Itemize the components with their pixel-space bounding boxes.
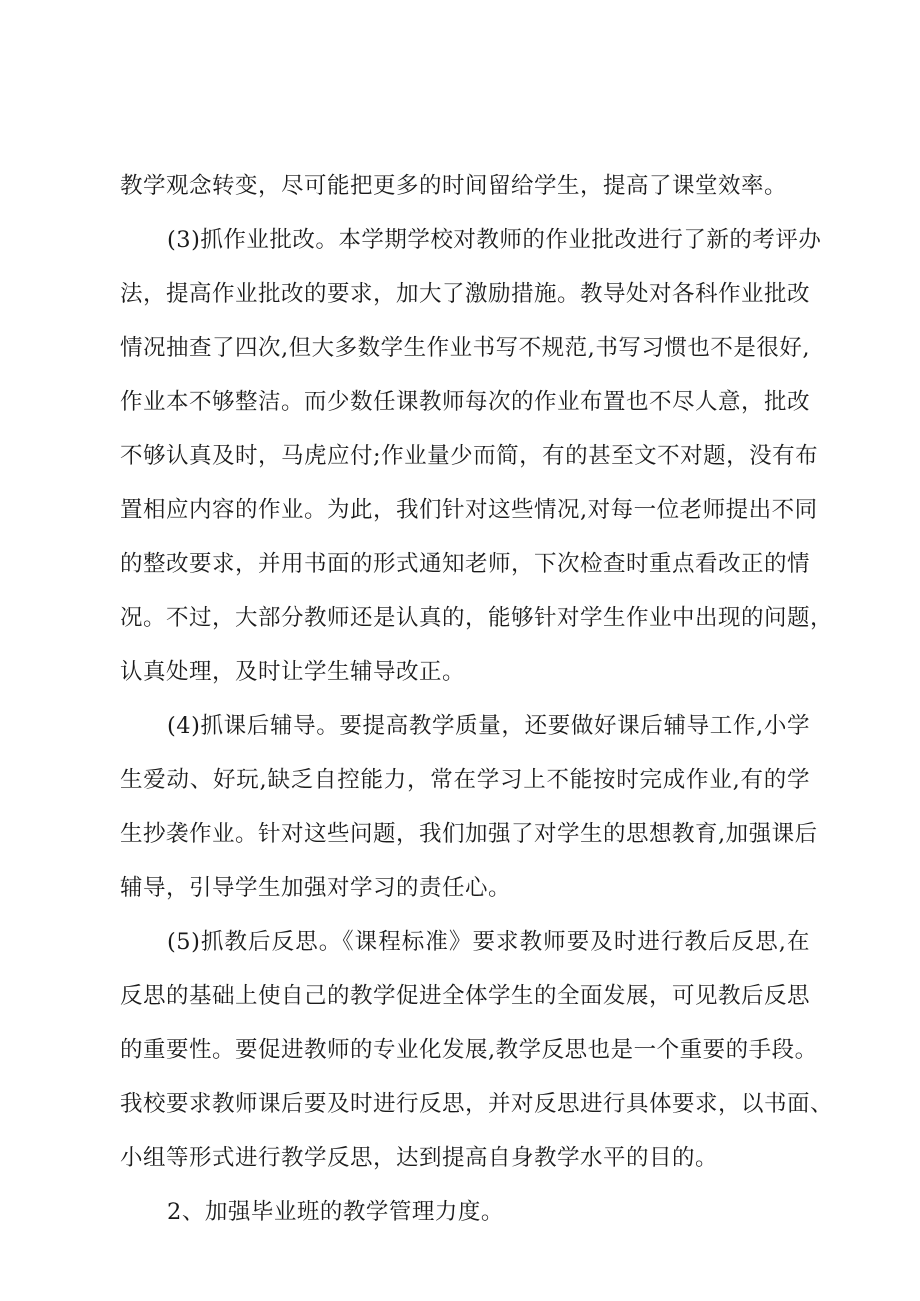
text-line: 不够认真及时，马虎应付;作业量少而简，有的甚至文不对题，没有布 xyxy=(120,443,819,469)
text-line: (4)抓课后辅导。要提高教学质量，还要做好课后辅导工作,小学 xyxy=(167,713,810,739)
text-line: (5)抓教后反思。《课程标准》要求教师要及时进行教后反思,在 xyxy=(167,929,810,955)
text-line: 生爱动、好玩,缺乏自控能力，常在学习上不能按时完成作业,有的学 xyxy=(120,767,810,793)
text-line: 法，提高作业批改的要求，加大了激励措施。教导处对各科作业批改 xyxy=(120,281,811,307)
text-line: 我校要求教师课后要及时进行反思，并对反思进行具体要求，以书面、 xyxy=(120,1091,834,1117)
text-line: 小组等形式进行教学反思，达到提高自身教学水平的目的。 xyxy=(120,1145,719,1171)
text-line: 作业本不够整洁。而少数任课教师每次的作业布置也不尽人意，批改 xyxy=(120,389,811,415)
text-line: (3)抓作业批改。本学期学校对教师的作业批改进行了新的考评办 xyxy=(167,227,822,253)
text-line: 的整改要求，并用书面的形式通知老师，下次检查时重点看改正的情 xyxy=(120,551,811,577)
text-line: 2、加强毕业班的教学管理力度。 xyxy=(167,1199,504,1225)
text-line: 况。不过，大部分教师还是认真的，能够针对学生作业中出现的问题， xyxy=(120,605,834,631)
text-line: 辅导，引导学生加强对学习的责任心。 xyxy=(120,875,512,901)
text-line: 情况抽查了四次,但大多数学生作业书写不规范,书写习惯也不是很好, xyxy=(120,335,810,361)
text-line: 反思的基础上使自己的教学促进全体学生的全面发展，可见教后反思 xyxy=(120,983,811,1009)
text-line: 置相应内容的作业。为此，我们针对这些情况,对每一位老师提出不同 xyxy=(120,497,818,523)
text-line: 的重要性。要促进教师的专业化发展,教学反思也是一个重要的手段。 xyxy=(120,1037,818,1063)
text-line: 教学观念转变，尽可能把更多的时间留给学生，提高了课堂效率。 xyxy=(120,173,788,199)
text-line: 认真处理，及时让学生辅导改正。 xyxy=(120,659,466,685)
text-line: 生抄袭作业。针对这些问题，我们加强了对学生的思想教育,加强课后 xyxy=(120,821,818,847)
